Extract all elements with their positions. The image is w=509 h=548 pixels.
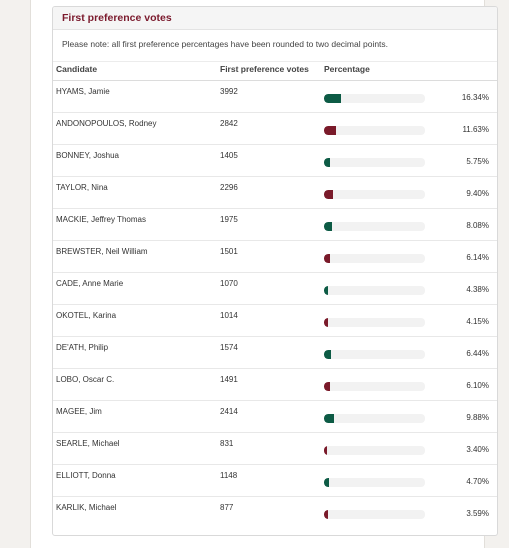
table-row — [53, 497, 497, 529]
percentage-value: 4.70% — [429, 465, 497, 497]
table-row — [53, 209, 497, 241]
percentage-bar-fill — [324, 126, 336, 135]
candidate-votes: 2414 — [220, 401, 324, 433]
candidate-name: KARLIK, Michael — [53, 497, 220, 529]
table-row — [53, 465, 497, 497]
percentage-bar-track — [324, 286, 425, 295]
table-row — [53, 433, 497, 465]
rounding-note: Please note: all first preference percentages have been rounded to two decimal points. — [53, 30, 497, 62]
candidate-name: SEARLE, Michael — [53, 433, 220, 465]
candidate-votes: 2296 — [220, 177, 324, 209]
percentage-bar-cell — [324, 241, 429, 273]
table-row — [53, 177, 497, 209]
percentage-bar-fill — [324, 510, 328, 519]
percentage-bar-fill — [324, 446, 327, 455]
page-content — [30, 0, 489, 548]
percentage-bar-cell — [324, 337, 429, 369]
percentage-value: 9.88% — [429, 401, 497, 433]
table-row — [53, 81, 497, 113]
candidate-votes: 1148 — [220, 465, 324, 497]
percentage-value: 3.59% — [429, 497, 497, 529]
percentage-bar-fill — [324, 94, 341, 103]
percentage-value: 16.34% — [429, 81, 497, 113]
candidate-name: BONNEY, Joshua — [53, 145, 220, 177]
candidate-votes: 3992 — [220, 81, 324, 113]
percentage-value: 9.40% — [429, 177, 497, 209]
table-header-row — [53, 62, 497, 81]
percentage-bar-cell — [324, 497, 429, 529]
percentage-bar-fill — [324, 190, 333, 199]
percentage-bar-fill — [324, 286, 328, 295]
table-row — [53, 273, 497, 305]
results-table — [53, 62, 497, 529]
candidate-votes: 1975 — [220, 209, 324, 241]
candidate-name: LOBO, Oscar C. — [53, 369, 220, 401]
first-preference-panel — [52, 6, 498, 536]
percentage-value: 6.44% — [429, 337, 497, 369]
candidate-votes: 1501 — [220, 241, 324, 273]
percentage-bar-cell — [324, 81, 429, 113]
candidate-votes: 1070 — [220, 273, 324, 305]
percentage-bar-fill — [324, 414, 334, 423]
percentage-bar-track — [324, 222, 425, 231]
percentage-bar-fill — [324, 382, 330, 391]
percentage-bar-track — [324, 510, 425, 519]
table-row — [53, 369, 497, 401]
percentage-bar-cell — [324, 209, 429, 241]
percentage-value: 5.75% — [429, 145, 497, 177]
percentage-bar-cell — [324, 113, 429, 145]
percentage-bar-cell — [324, 145, 429, 177]
percentage-value: 3.40% — [429, 433, 497, 465]
percentage-bar-track — [324, 254, 425, 263]
candidate-name: HYAMS, Jamie — [53, 81, 220, 113]
candidate-name: ELLIOTT, Donna — [53, 465, 220, 497]
table-row — [53, 113, 497, 145]
percentage-bar-cell — [324, 433, 429, 465]
percentage-bar-cell — [324, 273, 429, 305]
table-row — [53, 241, 497, 273]
candidate-votes: 1405 — [220, 145, 324, 177]
candidate-votes: 1491 — [220, 369, 324, 401]
percentage-bar-cell — [324, 401, 429, 433]
header-votes: First preference votes — [220, 64, 309, 74]
percentage-bar-track — [324, 94, 425, 103]
percentage-bar-track — [324, 190, 425, 199]
panel-title: First preference votes — [53, 7, 497, 30]
candidate-name: ANDONOPOULOS, Rodney — [53, 113, 220, 145]
candidate-votes: 1574 — [220, 337, 324, 369]
percentage-value: 11.63% — [429, 113, 497, 145]
percentage-bar-track — [324, 126, 425, 135]
percentage-bar-fill — [324, 254, 330, 263]
percentage-value: 8.08% — [429, 209, 497, 241]
table-row — [53, 145, 497, 177]
percentage-bar-track — [324, 478, 425, 487]
percentage-bar-fill — [324, 478, 329, 487]
candidate-name: MAGEE, Jim — [53, 401, 220, 433]
header-candidate: Candidate — [56, 64, 98, 74]
percentage-bar-fill — [324, 350, 331, 359]
percentage-bar-track — [324, 382, 425, 391]
percentage-bar-cell — [324, 369, 429, 401]
percentage-bar-track — [324, 414, 425, 423]
percentage-value: 4.38% — [429, 273, 497, 305]
candidate-votes: 1014 — [220, 305, 324, 337]
results-body — [53, 81, 497, 529]
table-row — [53, 337, 497, 369]
percentage-bar-fill — [324, 158, 330, 167]
percentage-bar-track — [324, 350, 425, 359]
percentage-value: 4.15% — [429, 305, 497, 337]
candidate-name: CADE, Anne Marie — [53, 273, 220, 305]
candidate-name: MACKIE, Jeffrey Thomas — [53, 209, 220, 241]
candidate-name: BREWSTER, Neil William — [53, 241, 220, 273]
candidate-name: TAYLOR, Nina — [53, 177, 220, 209]
candidate-name: DE'ATH, Philip — [53, 337, 220, 369]
percentage-bar-fill — [324, 222, 332, 231]
percentage-bar-cell — [324, 305, 429, 337]
header-percentage: Percentage — [324, 64, 370, 74]
percentage-bar-cell — [324, 465, 429, 497]
candidate-votes: 877 — [220, 497, 324, 529]
candidate-votes: 2842 — [220, 113, 324, 145]
percentage-bar-track — [324, 446, 425, 455]
table-row — [53, 401, 497, 433]
percentage-value: 6.14% — [429, 241, 497, 273]
percentage-bar-cell — [324, 177, 429, 209]
percentage-bar-fill — [324, 318, 328, 327]
percentage-bar-track — [324, 318, 425, 327]
table-row — [53, 305, 497, 337]
percentage-value: 6.10% — [429, 369, 497, 401]
candidate-votes: 831 — [220, 433, 324, 465]
percentage-bar-track — [324, 158, 425, 167]
header-percentage-value — [429, 62, 497, 81]
candidate-name: OKOTEL, Karina — [53, 305, 220, 337]
